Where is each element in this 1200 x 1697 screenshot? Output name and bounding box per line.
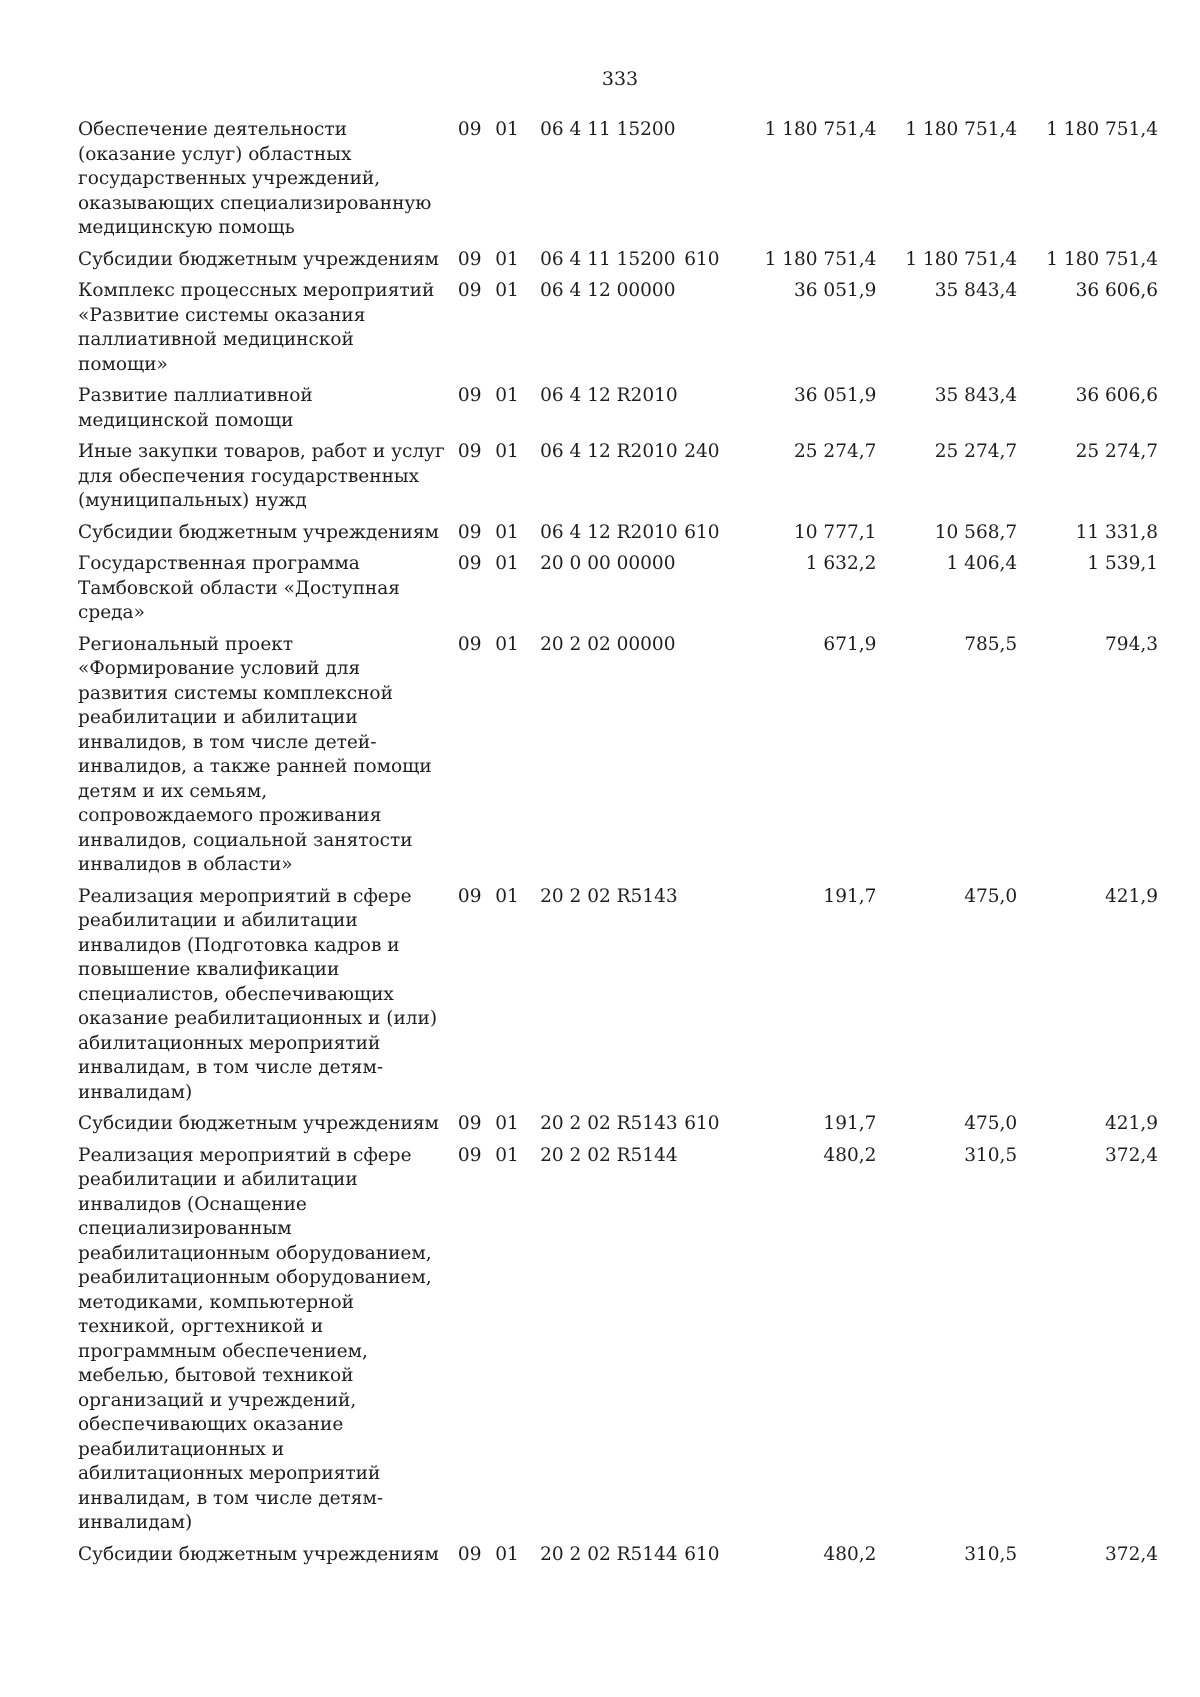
row-amount-year1: 1 632,2 <box>805 553 877 574</box>
row-subsection: 01 <box>495 280 519 301</box>
row-amount-year2: 475,0 <box>964 1113 1018 1134</box>
row-amount-year3: 421,9 <box>1105 1113 1158 1134</box>
table-row <box>78 279 1158 384</box>
row-amount-year1: 191,7 <box>823 1113 877 1134</box>
row-name: Иные закупки товаров, работ и услуг для обеспечения государственных (муниципальных) нужд <box>78 441 445 511</box>
row-amount-year2: 310,5 <box>964 1543 1018 1565</box>
row-amount-year2: 10 568,7 <box>934 521 1018 543</box>
row-target-code: 06 4 12 00000 <box>540 280 676 301</box>
budget-table <box>78 118 1158 1574</box>
row-subsection: 01 <box>495 441 519 462</box>
row-name: Реализация мероприятий в сфере реабилитации и абилитации инвалидов (Подготовка кадров и повышение квалификации специалистов, обеспечивающих оказание реабилитационных и (или) абилитационных мероприятий инвалидам, в том числе детям-инвалидам) <box>78 885 438 1103</box>
row-expense-type <box>684 1144 735 1543</box>
row-amount-year3: 25 274,7 <box>1075 441 1158 462</box>
table-row <box>78 885 1158 1113</box>
table-row <box>78 521 1158 553</box>
row-subsection: 01 <box>495 248 519 270</box>
row-name: Субсидии бюджетным учреждениям <box>78 1543 439 1565</box>
row-amount-year1: 36 051,9 <box>794 280 877 301</box>
row-expense-type <box>684 633 735 885</box>
row-amount-year3: 36 606,6 <box>1075 280 1158 301</box>
row-target-code: 20 2 02 R5144 <box>540 1144 678 1166</box>
row-expense-type: 610 <box>684 521 720 543</box>
row-expense-type: 610 <box>684 1113 720 1134</box>
row-amount-year1: 1 180 751,4 <box>764 119 877 140</box>
row-name: Обеспечение деятельности (оказание услуг) областных государственных учреждений, оказывающих специализированную медицинскую помощь <box>78 119 432 238</box>
row-expense-type: 610 <box>684 1543 720 1565</box>
row-expense-type: 610 <box>684 248 720 270</box>
row-section: 09 <box>457 633 482 655</box>
row-section: 09 <box>457 1543 482 1565</box>
row-amount-year1: 10 777,1 <box>794 521 877 543</box>
row-amount-year1: 191,7 <box>823 885 877 907</box>
row-target-code: 20 2 02 R5144 <box>540 1543 678 1565</box>
row-name: Региональный проект «Формирование условий для развития системы комплексной реабилитации и абилитации инвалидов, в том числе детей-инвалидов, а также ранней помощи детям и их семьям, сопровождаемого проживания инвалидов, социальной занятости инвалидов в области» <box>78 633 432 875</box>
row-section: 09 <box>457 385 482 406</box>
row-section: 09 <box>457 248 482 270</box>
row-expense-type: 240 <box>684 441 720 462</box>
row-target-code: 06 4 12 R2010 <box>540 441 678 462</box>
row-subsection: 01 <box>495 521 519 543</box>
table-row <box>78 1144 1158 1543</box>
row-expense-type <box>684 279 735 384</box>
row-amount-year2: 785,5 <box>964 633 1018 655</box>
row-target-code: 20 0 00 00000 <box>540 553 676 574</box>
row-amount-year3: 421,9 <box>1105 885 1158 907</box>
row-target-code: 06 4 11 15200 <box>540 119 676 140</box>
table-row <box>78 118 1158 248</box>
row-amount-year2: 475,0 <box>964 885 1018 907</box>
page-number: 333 <box>601 68 639 90</box>
row-section: 09 <box>457 441 482 462</box>
row-subsection: 01 <box>495 1113 519 1134</box>
row-section: 09 <box>457 280 482 301</box>
row-subsection: 01 <box>495 119 519 140</box>
row-amount-year3: 794,3 <box>1105 633 1158 655</box>
row-target-code: 06 4 11 15200 <box>540 248 676 270</box>
row-expense-type <box>684 118 735 248</box>
row-section: 09 <box>457 553 482 574</box>
row-target-code: 20 2 02 R5143 <box>540 885 678 907</box>
table-row <box>78 440 1158 521</box>
row-amount-year3: 372,4 <box>1105 1144 1158 1166</box>
row-section: 09 <box>457 1144 482 1166</box>
row-amount-year1: 480,2 <box>823 1144 877 1166</box>
row-amount-year3: 1 539,1 <box>1087 553 1158 574</box>
table-row <box>78 248 1158 280</box>
row-amount-year2: 1 180 751,4 <box>905 248 1018 270</box>
row-section: 09 <box>457 119 482 140</box>
row-expense-type <box>684 384 735 440</box>
row-subsection: 01 <box>495 1543 519 1565</box>
row-subsection: 01 <box>495 553 519 574</box>
table-row <box>78 1543 1158 1575</box>
row-target-code: 20 2 02 00000 <box>540 633 676 655</box>
row-subsection: 01 <box>495 885 519 907</box>
row-amount-year3: 1 180 751,4 <box>1046 248 1158 270</box>
row-expense-type <box>684 885 735 1113</box>
row-amount-year3: 1 180 751,4 <box>1046 119 1158 140</box>
row-amount-year3: 36 606,6 <box>1075 385 1158 406</box>
table-row <box>78 552 1158 633</box>
row-name: Субсидии бюджетным учреждениям <box>78 248 439 270</box>
row-target-code: 06 4 12 R2010 <box>540 521 678 543</box>
row-name: Комплекс процессных мероприятий «Развитие системы оказания паллиативной медицинской помощи» <box>78 280 435 375</box>
row-name: Субсидии бюджетным учреждениям <box>78 1113 439 1134</box>
row-section: 09 <box>457 521 482 543</box>
row-amount-year2: 1 180 751,4 <box>905 119 1018 140</box>
row-subsection: 01 <box>495 1144 519 1166</box>
row-subsection: 01 <box>495 633 519 655</box>
row-amount-year3: 11 331,8 <box>1075 521 1158 543</box>
row-amount-year2: 35 843,4 <box>934 385 1018 406</box>
row-amount-year2: 310,5 <box>964 1144 1018 1166</box>
row-name: Субсидии бюджетным учреждениям <box>78 521 439 543</box>
row-amount-year2: 25 274,7 <box>934 441 1018 462</box>
row-target-code: 06 4 12 R2010 <box>540 385 678 406</box>
row-name: Государственная программа Тамбовской области «Доступная среда» <box>78 553 400 623</box>
row-amount-year1: 36 051,9 <box>794 385 877 406</box>
row-amount-year1: 480,2 <box>823 1543 877 1565</box>
row-amount-year2: 35 843,4 <box>934 280 1018 301</box>
row-amount-year3: 372,4 <box>1105 1543 1158 1565</box>
row-amount-year2: 1 406,4 <box>946 553 1018 574</box>
row-amount-year1: 671,9 <box>823 633 877 655</box>
table-row <box>78 633 1158 885</box>
row-amount-year1: 25 274,7 <box>794 441 877 462</box>
table-row <box>78 1112 1158 1144</box>
row-expense-type <box>684 552 735 633</box>
row-section: 09 <box>457 885 482 907</box>
row-section: 09 <box>457 1113 482 1134</box>
row-target-code: 20 2 02 R5143 <box>540 1113 678 1134</box>
row-name: Развитие паллиативной медицинской помощи <box>78 385 313 431</box>
row-subsection: 01 <box>495 385 519 406</box>
row-amount-year1: 1 180 751,4 <box>764 248 877 270</box>
row-name: Реализация мероприятий в сфере реабилитации и абилитации инвалидов (Оснащение специализированным реабилитационным оборудованием, реабилитационным оборудованием, методиками, компьютерной техникой, оргтехникой и программным обеспечением, мебелью, бытовой техникой организаций и учреждений, обеспечивающих оказание реабилитационных и абилитационных мероприятий инвалидам, в том числе детям-инвалидам) <box>78 1144 432 1533</box>
table-row <box>78 384 1158 440</box>
